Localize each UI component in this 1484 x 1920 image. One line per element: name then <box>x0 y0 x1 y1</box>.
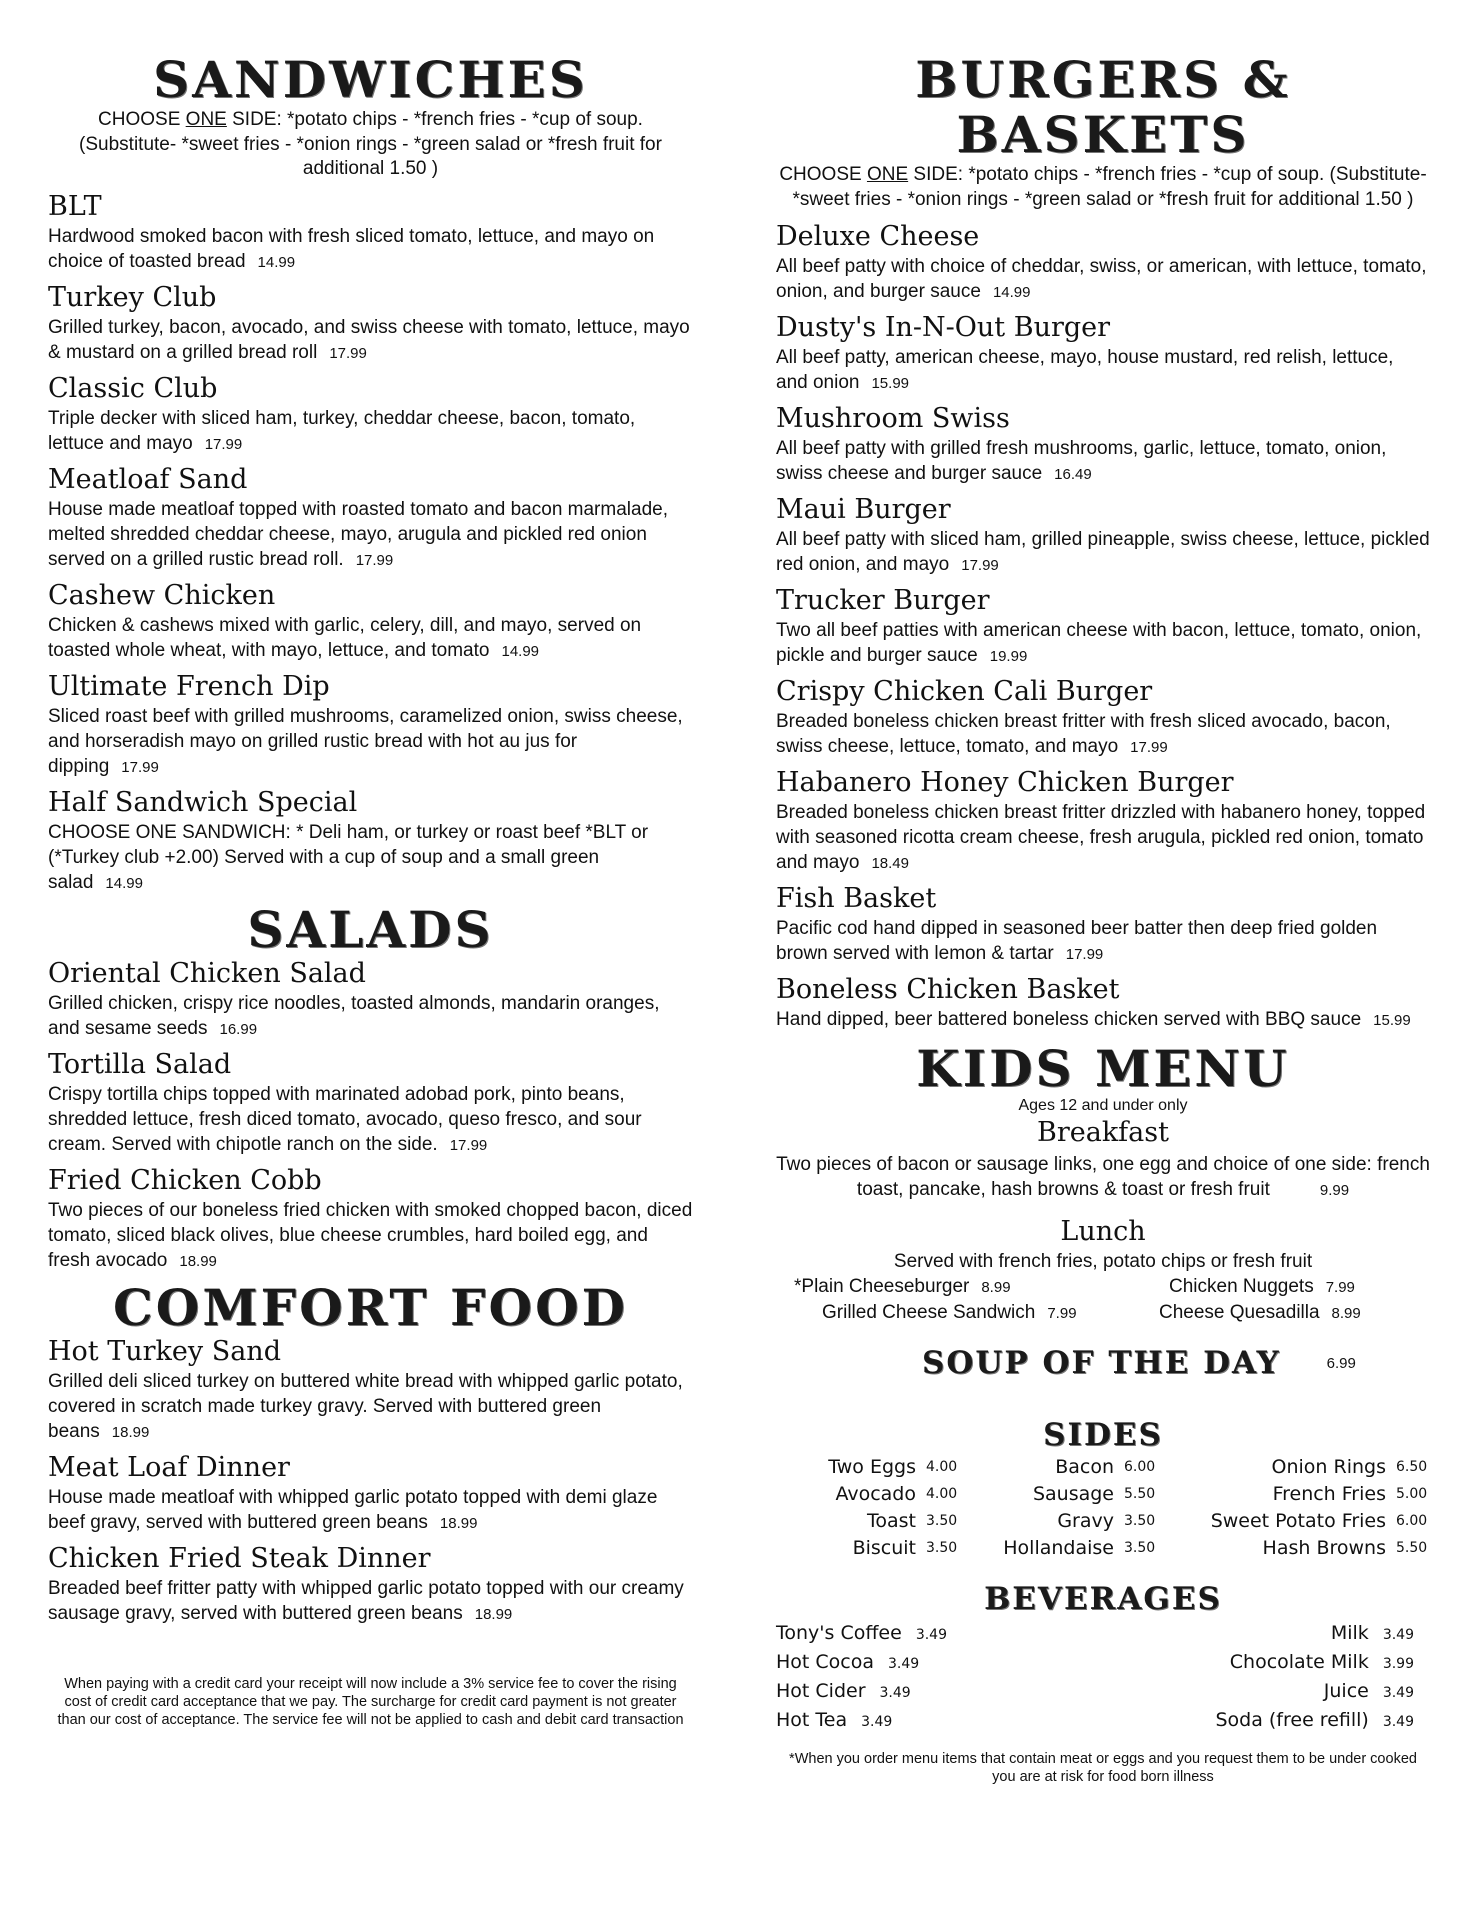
menu-item-description <box>48 315 693 366</box>
menu-item-price: 17.99 <box>121 758 159 776</box>
menu-item <box>48 670 693 780</box>
side-item-name: Biscuit <box>852 1537 916 1560</box>
side-item-price: 5.50 <box>1396 1540 1428 1557</box>
menu-item-description <box>48 224 693 275</box>
menu-item-description <box>776 1007 1430 1033</box>
menu-item <box>48 190 693 275</box>
burgers-list <box>776 220 1430 1033</box>
beverage-item-name: Tony's Coffee <box>776 1622 902 1645</box>
side-item-name: Hollandaise <box>1003 1537 1114 1560</box>
right-column <box>776 52 1430 1801</box>
menu-item-name: Maui Burger <box>776 494 951 525</box>
menu-item-description-text: Hand dipped, beer battered boneless chicken served with BBQ sauce <box>776 1009 1362 1030</box>
menu-item-name: Turkey Club <box>48 281 217 313</box>
sides-heading: SIDES <box>1043 1417 1163 1454</box>
menu-item-name: BLT <box>48 190 102 222</box>
soup-price: 6.99 <box>1326 1354 1356 1372</box>
beverages-heading: BEVERAGES <box>984 1581 1222 1618</box>
soup-of-the-day <box>776 1346 1430 1380</box>
beverage-item-name: Hot Tea <box>776 1709 848 1732</box>
side-item-price: 4.00 <box>926 1459 958 1476</box>
beverage-item <box>776 1649 1103 1678</box>
sandwiches-side-note <box>48 108 693 182</box>
side-note-text: CHOOSE <box>779 164 867 185</box>
beverages-grid <box>776 1620 1430 1736</box>
menu-item <box>776 882 1430 967</box>
menu-item-name: Fish Basket <box>776 883 937 914</box>
beverage-item-name: Chocolate Milk <box>1229 1651 1369 1674</box>
menu-item-name: Trucker Burger <box>776 585 990 616</box>
beverage-item <box>1103 1649 1430 1678</box>
menu-item-price: 17.99 <box>1130 739 1168 756</box>
menu-item <box>48 1048 693 1158</box>
menu-item-description-text: Breaded boneless chicken breast fritter drizzled with habanero honey, topped with seasoned ricotta cream cheese, fresh arugula, pickled red onion, tomato and mayo <box>776 802 1426 873</box>
menu-item-description <box>48 991 693 1042</box>
beverage-item <box>1103 1707 1430 1736</box>
side-item-name: Onion Rings <box>1271 1456 1386 1479</box>
side-item-price: 6.00 <box>1396 1513 1428 1530</box>
kids-lunch-desc: Served with french fries, potato chips or fresh fruit <box>893 1251 1313 1272</box>
side-note-text: SIDE: *potato chips - *french fries - *cup of soup. (Substitute- *sweet fries - *onion rings - *green salad or *fresh fruit for additional 1.50 ) <box>79 109 662 179</box>
menu-item-price: 18.99 <box>111 1423 150 1441</box>
menu-item-name: Dusty's In-N-Out Burger <box>776 312 1111 343</box>
side-note-emphasis: ONE <box>185 109 227 130</box>
menu-item-price: 18.49 <box>871 855 909 872</box>
salads-list <box>48 957 693 1274</box>
side-item-price: 6.50 <box>1396 1459 1428 1476</box>
menu-item <box>48 786 693 896</box>
menu-item-name: Meatloaf Sand <box>48 463 248 495</box>
menu-item <box>48 1542 693 1627</box>
kids-lunch-item <box>776 1274 1103 1300</box>
menu-item-description-text: Pacific cod hand dipped in seasoned beer batter then deep fried golden brown served with lemon & tartar <box>776 918 1378 964</box>
burgers-side-note <box>776 163 1430 212</box>
beverage-item-price: 3.49 <box>888 1656 920 1673</box>
menu-item-price: 17.99 <box>961 557 999 574</box>
kids-lunch-item-price: 8.99 <box>981 1279 1011 1296</box>
menu-item-name: Mushroom Swiss <box>776 403 1010 434</box>
kids-lunch-item-name: Chicken Nuggets <box>1169 1276 1314 1297</box>
menu-item-name: Chicken Fried Steak Dinner <box>48 1542 431 1574</box>
menu-item <box>48 1451 693 1536</box>
beverage-item-name: Hot Cocoa <box>776 1651 875 1674</box>
menu-item-price: 17.99 <box>355 551 394 569</box>
beverage-item-price: 3.49 <box>1382 1714 1414 1731</box>
menu-item-name: Ultimate French Dip <box>48 670 330 702</box>
menu-item-price: 14.99 <box>105 874 143 892</box>
beverage-item <box>776 1678 1103 1707</box>
menu-item-description-text: All beef patty with choice of cheddar, swiss, or american, with lettuce, tomato, onion, and burger sauce <box>776 256 1427 302</box>
menu-item-price: 16.99 <box>219 1020 258 1038</box>
menu-item-description <box>776 709 1430 760</box>
menu-item <box>48 1164 693 1274</box>
menu-item-description-text: Grilled chicken, crispy rice noodles, toasted almonds, mandarin oranges, and sesame seeds <box>48 992 660 1039</box>
menu-item-name: Meat Loaf Dinner <box>48 1451 290 1483</box>
menu-item-description <box>48 1082 693 1158</box>
menu-item <box>776 973 1430 1033</box>
menu-item-description-text: Grilled turkey, bacon, avocado, and swiss cheese with tomato, lettuce, mayo & mustard on a grilled bread roll <box>48 316 690 363</box>
menu-item-description <box>776 618 1430 669</box>
beverage-item-price: 3.99 <box>1382 1656 1414 1673</box>
kids-ages-note: Ages 12 and under only <box>1018 1097 1188 1114</box>
menu-item-description-text: Sliced roast beef with grilled mushrooms, caramelized onion, swiss cheese, and horseradish mayo on grilled rustic bread with hot au jus for dipping <box>48 705 683 777</box>
side-item-price: 3.50 <box>1124 1513 1156 1530</box>
side-note-text: SIDE: *potato chips - *french fries - *cup of soup. (Substitute- *sweet fries - *onion rings - *green salad or *fresh fruit for additional 1.50 ) <box>792 164 1427 210</box>
kids-lunch-items <box>776 1274 1430 1326</box>
side-item-name: Two Eggs <box>828 1456 916 1479</box>
beverage-item-price: 3.49 <box>879 1685 911 1702</box>
kids-menu-heading: KIDS MENU <box>916 1039 1290 1098</box>
menu-item-price: 16.49 <box>1054 466 1092 483</box>
side-item-name: Avocado <box>835 1483 916 1506</box>
menu-item-description <box>48 1485 693 1536</box>
side-note-text: CHOOSE <box>98 109 186 130</box>
kids-breakfast-desc <box>776 1152 1430 1203</box>
beverage-item-price: 3.49 <box>1382 1685 1414 1702</box>
menu-item-name: Boneless Chicken Basket <box>776 974 1120 1005</box>
kids-lunch-item-price: 7.99 <box>1325 1279 1355 1296</box>
menu-item <box>776 766 1430 876</box>
menu-item-price: 15.99 <box>871 375 910 392</box>
kids-lunch-item-price: 8.99 <box>1331 1305 1361 1322</box>
menu-item-description-text: Hardwood smoked bacon with fresh sliced tomato, lettuce, and mayo on choice of toasted bread <box>48 225 655 272</box>
side-item-name: French Fries <box>1272 1483 1386 1506</box>
menu-item-price: 17.99 <box>449 1136 488 1154</box>
beverage-item-name: Soda (free refill) <box>1215 1709 1369 1732</box>
menu-item-price: 17.99 <box>1065 946 1104 963</box>
menu-item <box>776 220 1430 305</box>
menu-item-price: 19.99 <box>989 648 1028 665</box>
kids-lunch-item <box>1103 1274 1430 1300</box>
burgers-heading: BURGERS & BASKETS <box>915 50 1291 164</box>
menu-item-price: 14.99 <box>257 253 296 271</box>
kids-lunch-title: Lunch <box>1060 1216 1146 1247</box>
undercooked-warning: *When you order menu items that contain meat or eggs and you request them to be under cooked you are at risk for food born illness <box>789 1751 1417 1786</box>
menu-item-description <box>48 406 693 457</box>
side-item-price: 5.00 <box>1396 1486 1428 1503</box>
menu-item-description <box>776 527 1430 578</box>
comfort-food-list <box>48 1335 693 1627</box>
menu-item-description <box>48 820 693 896</box>
menu-item <box>48 372 693 457</box>
beverage-item <box>1103 1620 1430 1649</box>
beverage-item-name: Hot Cider <box>776 1680 866 1703</box>
kids-lunch-item-name: Grilled Cheese Sandwich <box>822 1302 1036 1323</box>
menu-item-description <box>48 704 693 780</box>
menu-item <box>48 1335 693 1445</box>
menu-item-description-text: House made meatloaf with whipped garlic potato topped with demi glaze beef gravy, served with buttered green beans <box>48 1486 658 1533</box>
side-item-price: 3.50 <box>926 1540 958 1557</box>
menu-item <box>776 402 1430 487</box>
menu-item-name: Deluxe Cheese <box>776 221 980 252</box>
menu-item <box>48 281 693 366</box>
beverage-item-price: 3.49 <box>861 1714 893 1731</box>
menu-item-description <box>48 1198 693 1274</box>
menu-item-description-text: Triple decker with sliced ham, turkey, cheddar cheese, bacon, tomato, lettuce and mayo <box>48 407 636 454</box>
left-column <box>48 52 693 1743</box>
menu-item-description-text: Breaded beef fritter patty with whipped garlic potato topped with our creamy sausage gravy, served with buttered green beans <box>48 1577 684 1624</box>
menu-item-description <box>776 916 1430 967</box>
comfort-food-heading: COMFORT FOOD <box>112 1277 628 1337</box>
menu-item <box>48 463 693 573</box>
side-item-price: 3.50 <box>926 1513 958 1530</box>
menu-item-name: Crispy Chicken Cali Burger <box>776 676 1153 707</box>
menu-item-name: Cashew Chicken <box>48 579 276 611</box>
kids-breakfast-desc-text: Two pieces of bacon or sausage links, one egg and choice of one side: french toast, pancake, hash browns & toast or fresh fruit <box>776 1154 1430 1200</box>
menu-item-description <box>776 800 1430 876</box>
side-item-price: 5.50 <box>1124 1486 1156 1503</box>
beverage-item <box>776 1707 1103 1736</box>
menu-item-description-text: Two pieces of our boneless fried chicken with smoked chopped bacon, diced tomato, sliced black olives, blue cheese crumbles, hard boiled egg, and fresh avocado <box>48 1199 693 1271</box>
menu-item <box>48 957 693 1042</box>
beverage-item-name: Milk <box>1330 1622 1369 1645</box>
credit-card-notice: When paying with a credit card your receipt will now include a 3% service fee to cover the rising cost of credit card acceptance that we pay. The surcharge for credit card payment is not greater than our cost of acceptance. The service fee will not be applied to cash and debit card transaction <box>57 1675 684 1728</box>
menu-item <box>776 493 1430 578</box>
sandwiches-list <box>48 190 693 896</box>
side-item-name: Sweet Potato Fries <box>1210 1510 1386 1533</box>
kids-breakfast-title: Breakfast <box>1037 1117 1169 1148</box>
menu-item-name: Tortilla Salad <box>48 1048 232 1080</box>
menu-item-description-text: All beef patty with grilled fresh mushrooms, garlic, lettuce, tomato, onion, swiss cheese and burger sauce <box>776 438 1387 484</box>
kids-lunch-item-price: 7.99 <box>1047 1305 1077 1322</box>
beverage-item <box>776 1620 1103 1649</box>
menu-item <box>776 311 1430 396</box>
side-item-name: Gravy <box>1057 1510 1114 1533</box>
beverage-item <box>1103 1678 1430 1707</box>
side-item-name: Sausage <box>1032 1483 1114 1506</box>
menu-item <box>776 675 1430 760</box>
beverage-item-price: 3.49 <box>1382 1627 1414 1644</box>
menu-item-name: Classic Club <box>48 372 218 404</box>
menu-item-name: Habanero Honey Chicken Burger <box>776 767 1234 798</box>
side-item-price: 4.00 <box>926 1486 958 1503</box>
menu-item-description <box>776 254 1430 305</box>
menu-item-description-text: Crispy tortilla chips topped with marinated adobad pork, pinto beans, shredded lettuce, fresh diced tomato, avocado, queso fresco, and sour cream. Served with chipotle ranch on the side. <box>48 1083 642 1155</box>
menu-item-name: Fried Chicken Cobb <box>48 1164 322 1196</box>
menu-item-name: Half Sandwich Special <box>48 786 358 818</box>
kids-lunch-item <box>776 1300 1103 1326</box>
menu-item-price: 18.99 <box>439 1514 478 1532</box>
kids-breakfast-price: 9.99 <box>1319 1182 1350 1199</box>
salads-heading: SALADS <box>247 899 494 959</box>
menu-item-description <box>48 1576 693 1627</box>
menu-item-price: 18.99 <box>179 1252 217 1270</box>
kids-lunch-item <box>1103 1300 1430 1326</box>
menu-item-price: 17.99 <box>204 435 243 453</box>
menu-item-price: 14.99 <box>992 284 1031 301</box>
menu-item-description-text: Chicken & cashews mixed with garlic, celery, dill, and mayo, served on toasted whole wheat, with mayo, lettuce, and tomato <box>48 614 642 661</box>
menu-item-price: 18.99 <box>474 1605 513 1623</box>
beverage-item-name: Juice <box>1323 1680 1369 1703</box>
kids-lunch-item-name: Cheese Quesadilla <box>1159 1302 1320 1323</box>
side-item-name: Hash Browns <box>1262 1537 1386 1560</box>
menu-item-description-text: House made meatloaf topped with roasted tomato and bacon marmalade, melted shredded cheddar cheese, mayo, arugula and pickled red onion served on a grilled rustic bread roll. <box>48 498 668 570</box>
kids-lunch-item-name: *Plain Cheeseburger <box>794 1276 970 1297</box>
menu-item-description-text: CHOOSE ONE SANDWICH: * Deli ham, or turkey or roast beef *BLT or (*Turkey club +2.00) Served with a cup of soup and a small green salad <box>48 821 649 893</box>
sides-grid <box>776 1454 1430 1562</box>
menu-item <box>48 579 693 664</box>
menu-item-description <box>48 1369 693 1445</box>
menu-item-description <box>48 497 693 573</box>
menu-item-price: 17.99 <box>329 344 367 362</box>
soup-heading: SOUP OF THE DAY <box>922 1345 1281 1381</box>
menu-item-description <box>776 436 1430 487</box>
menu-item-description <box>48 613 693 664</box>
menu-item-description-text: All beef patty with sliced ham, grilled pineapple, swiss cheese, lettuce, pickled red onion, and mayo <box>776 529 1430 575</box>
menu-item-price: 15.99 <box>1373 1012 1411 1029</box>
sandwiches-heading: SANDWICHES <box>153 50 588 109</box>
menu-item <box>776 584 1430 669</box>
menu-item-description-text: Two all beef patties with american cheese with bacon, lettuce, tomato, onion, pickle and burger sauce <box>776 620 1422 666</box>
menu-item-description-text: Breaded boneless chicken breast fritter with fresh sliced avocado, bacon, swiss cheese, lettuce, tomato, and mayo <box>776 711 1391 757</box>
side-item-price: 3.50 <box>1124 1540 1156 1557</box>
menu-item-name: Hot Turkey Sand <box>48 1335 281 1367</box>
menu-item-description-text: Grilled deli sliced turkey on buttered white bread with whipped garlic potato, covered in scratch made turkey gravy. Served with buttered green beans <box>48 1370 683 1442</box>
side-item-price: 6.00 <box>1124 1459 1156 1476</box>
menu-item-description <box>776 345 1430 396</box>
menu-item-name: Oriental Chicken Salad <box>48 957 366 989</box>
side-item-name: Bacon <box>1055 1456 1114 1479</box>
menu-item-description-text: All beef patty, american cheese, mayo, house mustard, red relish, lettuce, and onion <box>776 347 1394 393</box>
beverage-item-price: 3.49 <box>915 1627 947 1644</box>
side-note-emphasis: ONE <box>866 164 909 185</box>
side-item-name: Toast <box>867 1510 916 1533</box>
menu-item-price: 14.99 <box>501 642 540 660</box>
